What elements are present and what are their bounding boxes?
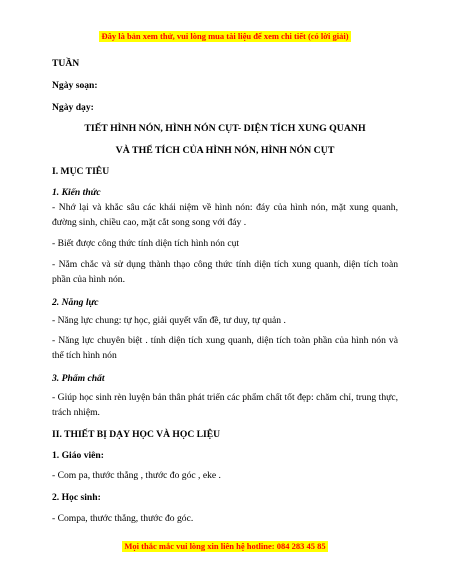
header-banner-text: Đây là bản xem thử, vui lòng mua tài liệu để xem chi tiết (có lời giải): [101, 31, 349, 41]
giao-vien-heading: 1. Giáo viên:: [52, 450, 104, 461]
ngay-day-label: Ngày dạy:: [52, 102, 94, 113]
tuan-label: TUẦN: [52, 58, 80, 69]
header-banner: [0, 26, 450, 44]
nang-luc-heading: 2. Năng lực: [52, 297, 99, 308]
ngay-soan-label: Ngày soạn:: [52, 80, 98, 91]
giao-vien-item: - Com pa, thước thẳng , thước đo góc , eke .: [52, 470, 221, 481]
pham-chat-item-1: - Giúp học sinh rèn luyện bản thân phát triển các phẩm chất tốt đẹp: chăm chỉ, trung thực, trách nhiệm.: [52, 392, 398, 418]
section2-heading: II. THIẾT BỊ DẠY HỌC VÀ HỌC LIỆU: [52, 429, 221, 440]
kien-thuc-item-1: - Nhớ lại và khắc sâu các khái niệm về hình nón: đáy của hình nón, mặt xung quanh, đường sinh, chiều cao, mặt cắt song song với đáy .: [52, 202, 398, 228]
footer-banner: [0, 536, 450, 554]
kien-thuc-item-3: - Nắm chắc và sử dụng thành thạo công thức tính diện tích xung quanh, diện tích toàn phần của hình nón.: [52, 259, 398, 285]
document-title-line1: TIẾT HÌNH NÓN, HÌNH NÓN CỤT- DIỆN TÍCH XUNG QUANH: [84, 123, 366, 134]
footer-banner-text: Mọi thắc mắc vui lòng xin liên hệ hotline: 084 283 45 85: [124, 541, 326, 551]
kien-thuc-item-2: - Biết được công thức tính diện tích hình nón cụt: [52, 238, 240, 249]
nang-luc-item-1: - Năng lực chung: tự học, giải quyết vấn đề, tư duy, tự quản .: [52, 315, 286, 326]
hoc-sinh-item: - Compa, thước thẳng, thước đo góc.: [52, 513, 194, 524]
section1-heading: I. MỤC TIÊU: [52, 166, 110, 177]
document-title-line2: VÀ THỂ TÍCH CỦA HÌNH NÓN, HÌNH NÓN CỤT: [115, 145, 335, 156]
nang-luc-item-2: - Năng lực chuyên biệt . tính diện tích xung quanh, diện tích toàn phần của hình nón và thể tích hình nón: [52, 335, 398, 361]
hoc-sinh-heading: 2. Học sinh:: [52, 492, 101, 503]
pham-chat-heading: 3. Phẩm chất: [52, 373, 105, 384]
kien-thuc-heading: 1. Kiến thức: [52, 187, 101, 198]
